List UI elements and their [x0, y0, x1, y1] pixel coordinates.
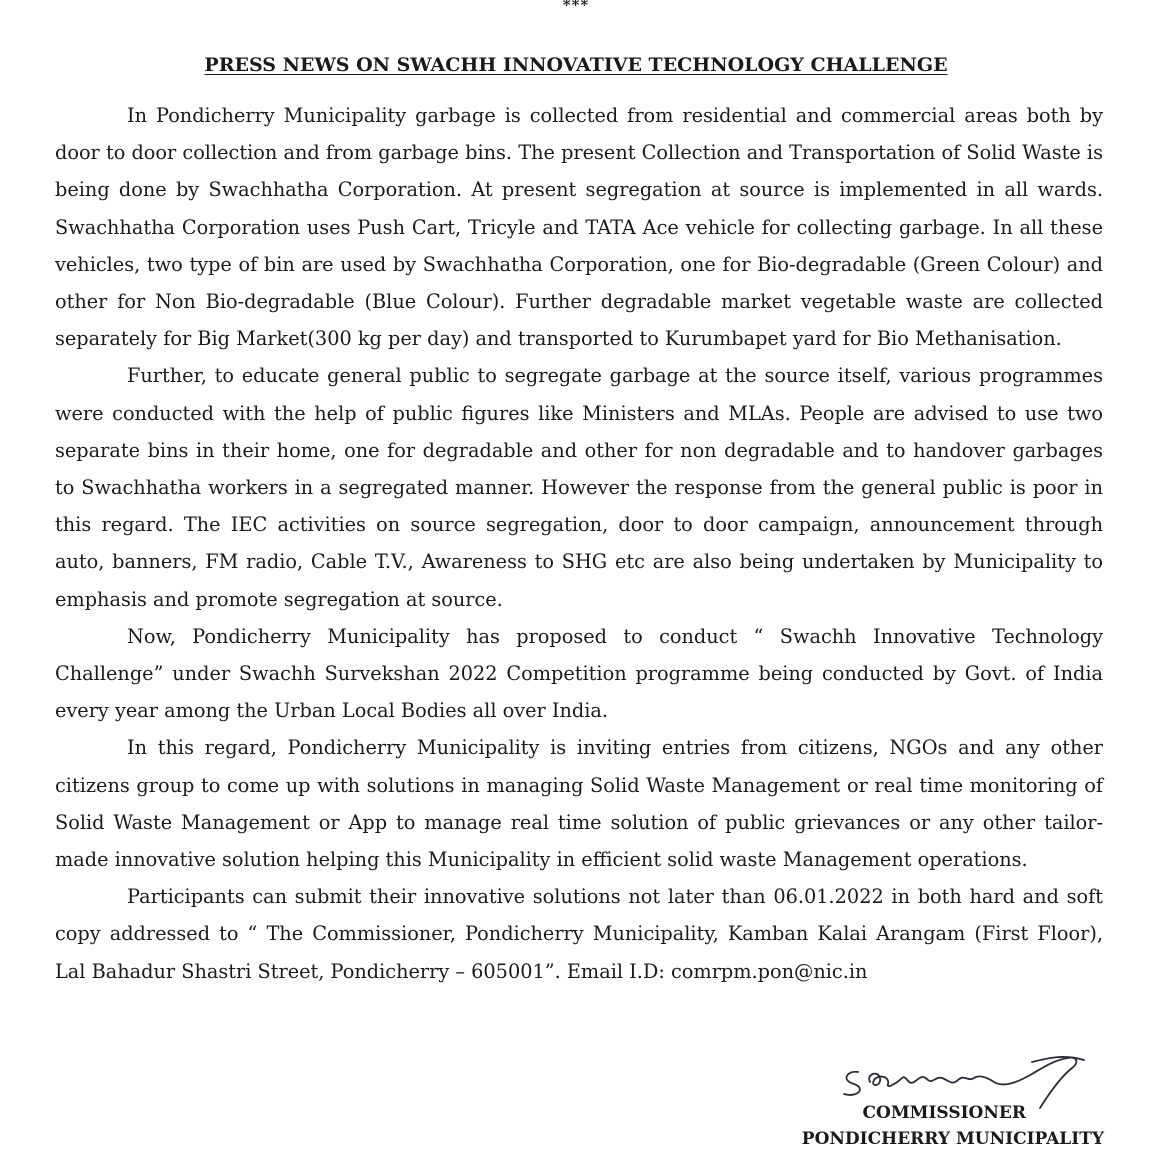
document-body: [55, 97, 1103, 990]
paragraph-invitation: In this regard, Pondicherry Municipality is inviting entries from citizens, NGOs and any other citizens group to come up with solutions in managing Solid Waste Management or real time monitoring of Solid Waste Management or App to manage real time solution of public grievances or any other tailor- made innovative solution helping this Municipality in efficient solid waste Management operations.: [55, 736, 1103, 872]
signature-block: [802, 1100, 1104, 1152]
header-stars: ***: [562, 0, 590, 14]
paragraph-challenge: Now, Pondicherry Municipality has proposed to conduct “ Swachh Innovative Technology Challenge” under Swachh Survekshan 2022 Competition programme being conducted by Govt. of India every year among the Urban Local Bodies all over India.: [55, 624, 1103, 723]
paragraph-submission: Participants can submit their innovative solutions not later than 06.01.2022 in both hard and soft copy addressed to “ The Commissioner, Pondicherry Municipality, Kamban Kalai Arangam (First Floor), Lal Bahadur Shastri Street, Pondicherry – 605001”. Email I.D: comrpm.pon@nic.in: [55, 885, 1103, 983]
signatory-organization: PONDICHERRY MUNICIPALITY: [801, 1129, 1104, 1149]
signatory-title: COMMISSIONER: [862, 1103, 1026, 1123]
document-title: PRESS NEWS ON SWACHH INNOVATIVE TECHNOLOGY CHALLENGE: [204, 54, 948, 76]
paragraph-education: Further, to educate general public to segregate garbage at the source itself, various programmes were conducted with the help of public figures like Ministers and MLAs. People are advised to use two separate bins in their home, one for degradable and other for non degradable and to handover garbages to Swachhatha workers in a segregated manner. However the response from the general public is poor in this regard. The IEC activities on source segregation, door to door campaign, announcement through auto, banners, FM radio, Cable T.V., Awareness to SHG etc are also being undertaken by Municipality to emphasis and promote segregation at source.: [55, 364, 1103, 611]
paragraph-collection: In Pondicherry Municipality garbage is collected from residential and commercial areas both by door to door collection and from garbage bins. The present Collection and Transportation of Solid Waste is being done by Swachhatha Corporation. At present segregation at source is implemented in all wards. Swachhatha Corporation uses Push Cart, Tricyle and TATA Ace vehicle for collecting garbage. In all these vehicles, two type of bin are used by Swachhatha Corporation, one for Bio-degradable (Green Colour) and other for Non Bio-degradable (Blue Colour). Further degradable market vegetable waste are collected separately for Big Market(300 kg per day) and transported to Kurumbapet yard for Bio Methanisation.: [55, 104, 1103, 351]
